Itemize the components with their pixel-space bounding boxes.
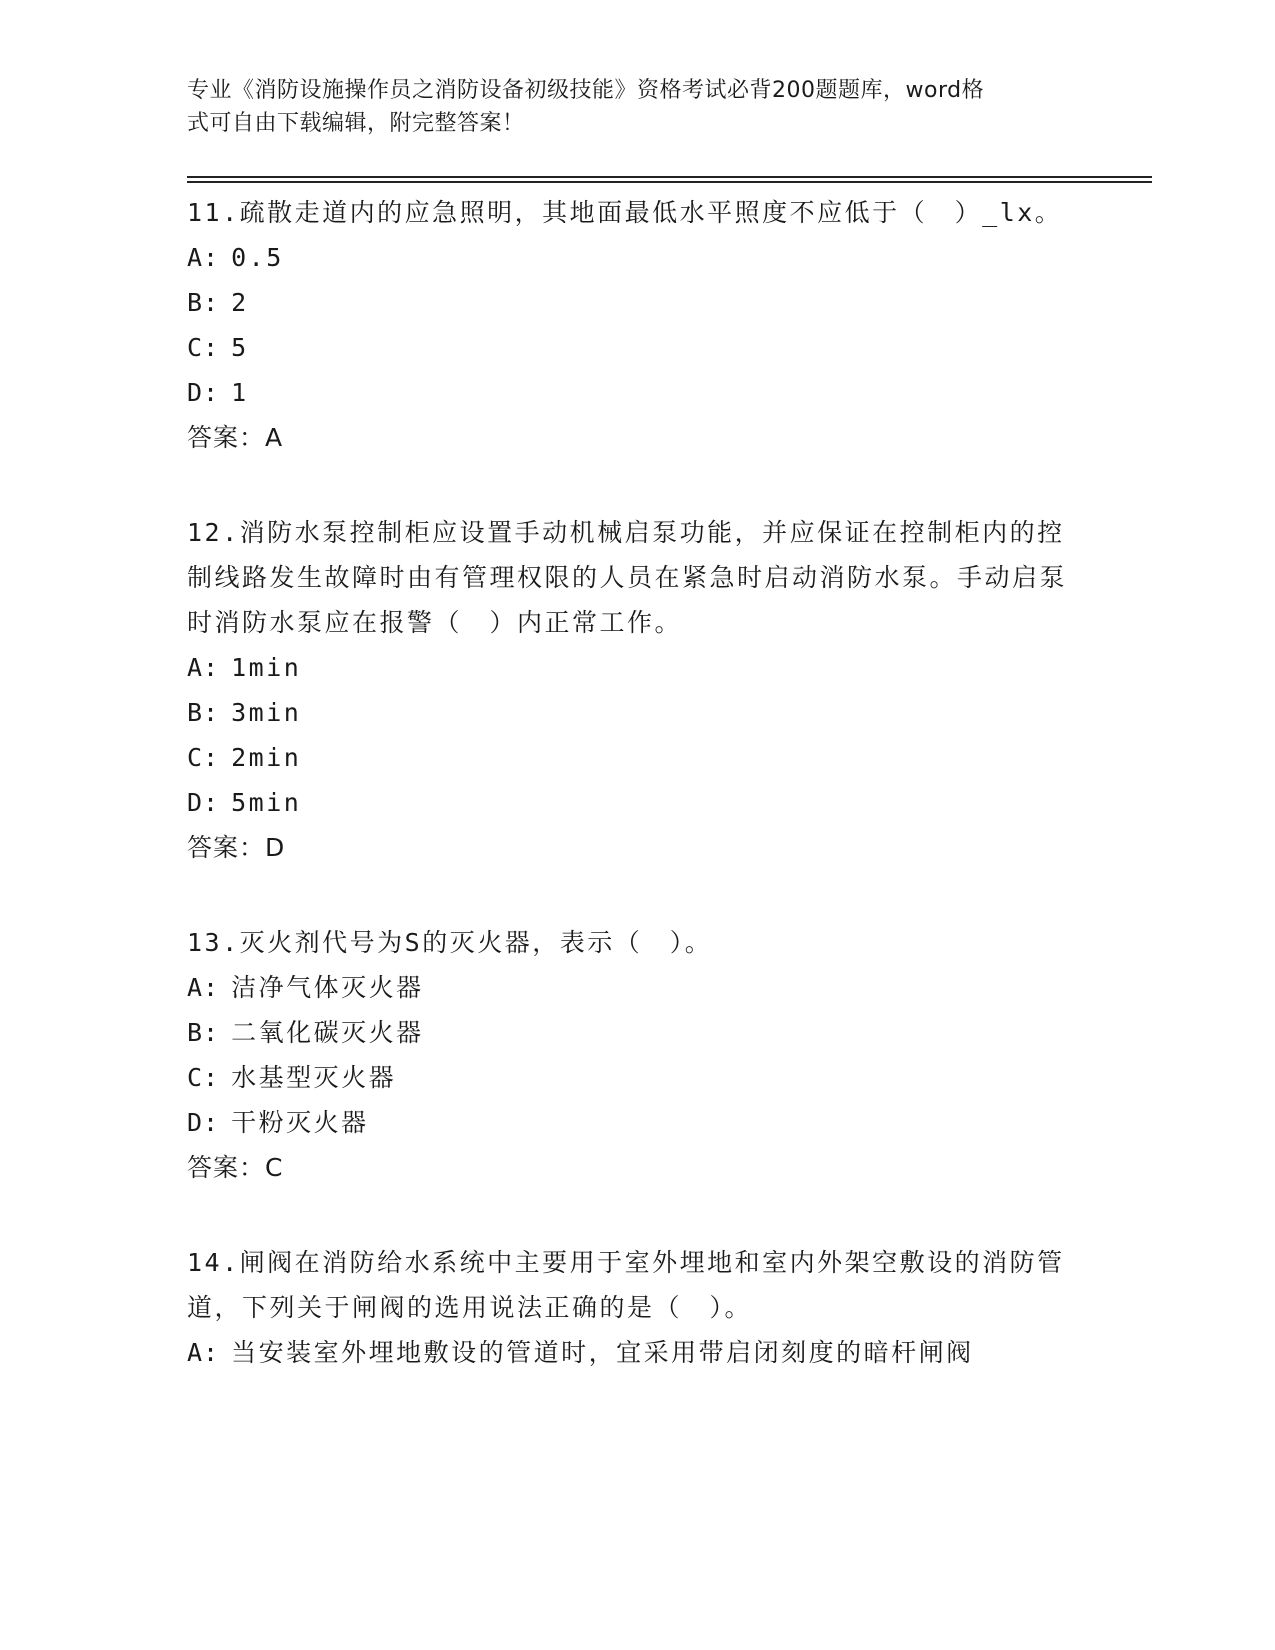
question-stem: 12.消防水泵控制柜应设置手动机械启泵功能，并应保证在控制柜内的控制线路发生故障时由有管理权限的人员在紧急时启动消防水泵。手动启泵时消防水泵应在报警（ ）内正常工作。 (187, 518, 1068, 637)
option-text: 5min (231, 788, 302, 817)
question-11 (187, 190, 1077, 460)
option-d (187, 1100, 1077, 1145)
option-letter: B: (187, 1018, 220, 1047)
option-text: 3min (231, 698, 302, 727)
option-text: 2min (231, 743, 302, 772)
question-list (187, 190, 1077, 1425)
question-14 (187, 1240, 1077, 1375)
header-line-1: 专业《消防设施操作员之消防设备初级技能》资格考试必背200题题库，word格 (187, 78, 985, 103)
option-letter: C: (187, 1063, 220, 1092)
option-b (187, 1010, 1077, 1055)
option-d (187, 780, 1077, 825)
question-stem: 11.疏散走道内的应急照明，其地面最低水平照度不应低于（ ）_lx。 (187, 198, 1063, 227)
option-letter: B: (187, 698, 220, 727)
option-a (187, 1330, 1077, 1375)
option-letter: A: (187, 973, 220, 1002)
option-c (187, 735, 1077, 780)
option-letter: D: (187, 378, 220, 407)
option-letter: A: (187, 243, 220, 272)
question-13 (187, 920, 1077, 1190)
option-c (187, 1055, 1077, 1100)
option-a (187, 235, 1077, 280)
header-line-2: 式可自由下载编辑，附完整答案！ (187, 111, 525, 136)
option-letter: C: (187, 743, 220, 772)
option-text: 5 (231, 333, 249, 362)
option-letter: A: (187, 653, 220, 682)
option-b (187, 690, 1077, 735)
option-text: 水基型灭火器 (231, 1063, 397, 1092)
option-a (187, 645, 1077, 690)
question-12 (187, 510, 1077, 870)
option-letter: A: (187, 1338, 220, 1367)
document-header (187, 74, 1067, 140)
option-letter: D: (187, 1108, 220, 1137)
option-letter: C: (187, 333, 220, 362)
header-divider-bottom (187, 181, 1152, 183)
option-letter: D: (187, 788, 220, 817)
option-text: 0.5 (231, 243, 284, 272)
answer-line: 答案：C (187, 1153, 284, 1182)
question-stem: 13.灭火剂代号为S的灭火器，表示（ ）。 (187, 928, 713, 957)
question-stem: 14.闸阀在消防给水系统中主要用于室外埋地和室内外架空敷设的消防管道，下列关于闸阀的选用说法正确的是（ ）。 (187, 1248, 1065, 1322)
answer-line: 答案：D (187, 833, 286, 862)
option-text: 干粉灭火器 (231, 1108, 369, 1137)
option-a (187, 965, 1077, 1010)
option-letter: B: (187, 288, 220, 317)
option-text: 二氧化碳灭火器 (231, 1018, 424, 1047)
option-text: 1min (231, 653, 302, 682)
option-text: 当安装室外埋地敷设的管道时，宜采用带启闭刻度的暗杆闸阀 (231, 1338, 974, 1367)
option-text: 1 (231, 378, 249, 407)
option-c (187, 325, 1077, 370)
option-text: 2 (231, 288, 249, 317)
option-d (187, 370, 1077, 415)
option-b (187, 280, 1077, 325)
option-text: 洁净气体灭火器 (231, 973, 424, 1002)
header-divider-top (187, 176, 1152, 178)
answer-line: 答案：A (187, 423, 284, 452)
